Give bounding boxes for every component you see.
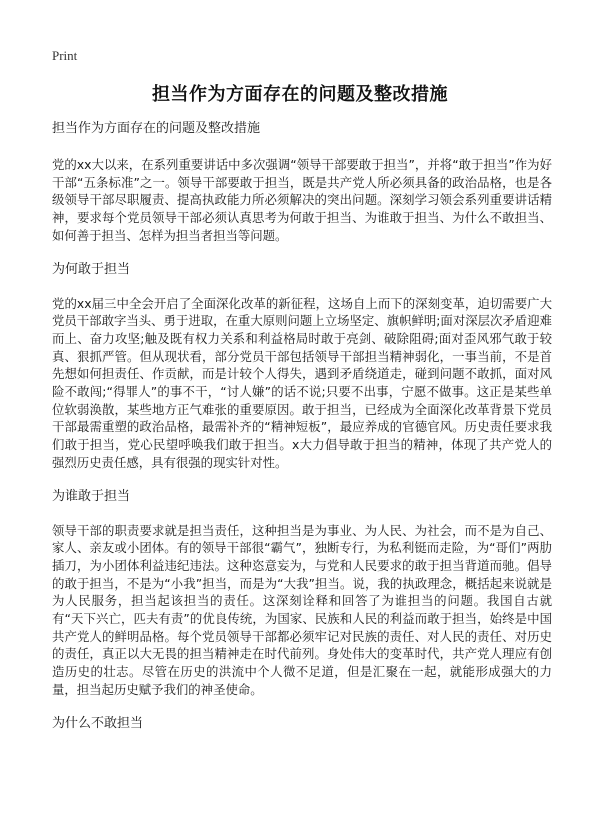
- section-heading-why: 为何敢于担当: [52, 261, 131, 277]
- document-subtitle: 担当作为方面存在的问题及整改措施: [52, 121, 261, 136]
- print-link[interactable]: Print: [52, 48, 78, 63]
- section-body-why: 党的xx届三中全会开启了全面深化改革的新征程，这场自上而下的深刻变革，迫切需要广大党员干部敢字当头、勇于进取，在重大原则问题上立场坚定、旗帜鲜明;面对深层次矛盾迎难而上、奋力攻坚;触及既有权力关系和利益格局时敢于亮剑、破除阻碍;面对歪风邪气敢于较真、狠抓严管。但从现状看，部分党员干部包括领导干部担当精神弱化，一事当前，不是首先想如何担责任、作贡献，而是计较个人得失，遇到矛盾绕道走，碰到问题不敢抓，面对风险不敢闯;“得罪人”的事不干，“讨人嫌”的话不说;只要不出事，宁愿不做事。这正是某些单位软弱涣散，某些地方正气难张的重要原因。敢于担当，已经成为全面深化改革背景下党员干部最需重塑的政治品格，最需补齐的“精神短板”，最应养成的官德官风。历史责任要求我们敢于担当，党心民望呼唤我们敢于担当。x大力倡导敢于担当的精神，体现了共产党人的强烈历史责任感，具有很强的现实针对性。: [52, 295, 552, 470]
- document-title: 担当作为方面存在的问题及整改措施: [152, 84, 448, 105]
- section-heading-for-whom: 为谁敢于担当: [52, 488, 131, 504]
- section-heading-why-not: 为什么不敢担当: [52, 715, 144, 731]
- intro-paragraph: 党的xx大以来，在系列重要讲话中多次强调“领导干部要敢于担当”，并将“敢于担当”作为好干部“五条标准”之一。领导干部要敢于担当，既是共产党人所必须具备的政治品格，也是各级领导干部尽职履责、提高执政能力所必须解决的突出问题。深刻学习领会系列重要讲话精神，要求每个党员领导干部必须认真思考为何敢于担当、为谁敢于担当、为什么不敢担当、如何善于担当、怎样为担当者担当等问题。: [52, 157, 552, 243]
- section-body-for-whom: 领导干部的职责要求就是担当责任，这种担当是为事业、为人民、为社会，而不是为自己、家人、亲友或小团体。有的领导干部很“霸气”，独断专行，为私利铤而走险，为“哥们”两肋插刀，为小团体利益违纪违法。这种恣意妄为，与党和人民要求的敢于担当背道而驰。倡导的敢于担当，不是为“小我”担当，而是为“大我”担当。说，我的执政理念，概括起来说就是为人民服务，担当起该担当的责任。这深刻诠释和回答了为谁担当的问题。我国自古就有“天下兴亡，匹夫有责”的优良传统，为国家、民族和人民的利益而敢于担当，始终是中国共产党人的鲜明品格。每个党员领导干部都必须牢记对民族的责任、对人民的责任、对历史的责任，真正以大无畏的担当精神走在时代前列。身处伟大的变革时代，共产党人理应有创造历史的壮志。尽管在历史的洪流中个人微不足道，但是汇聚在一起，就能形成强大的力量，担当起历史赋予我们的神圣使命。: [52, 522, 552, 697]
- document-body: [52, 120, 552, 749]
